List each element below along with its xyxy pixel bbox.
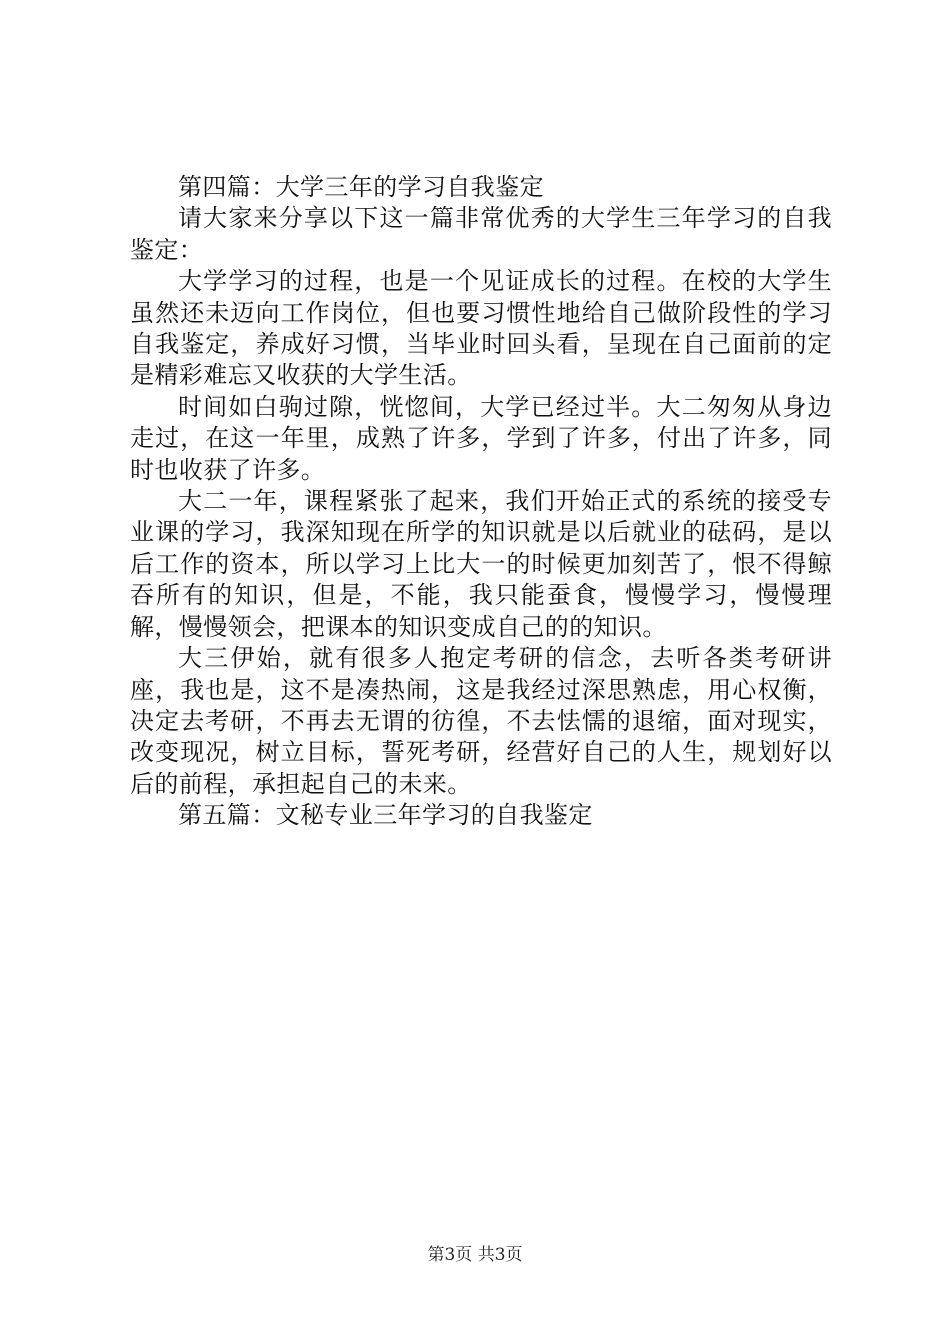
body-paragraph: 大学学习的过程，也是一个见证成长的过程。在校的大学生虽然还未迈向工作岗位，但也要习惯性地给自己做阶段性的学习自我鉴定，养成好习惯，当毕业时回头看，呈现在自己面前的定是精彩难忘又收获的大学生活。 — [130, 267, 832, 390]
body-paragraph: 时间如白驹过隙，恍惚间，大学已经过半。大二匆匆从身边走过，在这一年里，成熟了许多，学到了许多，付出了许多，同时也收获了许多。 — [130, 392, 832, 484]
document-body — [130, 172, 832, 832]
body-paragraph: 大二一年，课程紧张了起来，我们开始正式的系统的接受专业课的学习，我深知现在所学的知识就是以后就业的砝码，是以后工作的资本，所以学习上比大一的时候更加刻苦了，恨不得鲸吞所有的知识，但是，不能，我只能蚕食，慢慢学习，慢慢理解，慢慢领会，把课本的知识变成自己的的知识。 — [130, 487, 832, 641]
intro-paragraph: 请大家来分享以下这一篇非常优秀的大学生三年学习的自我鉴定： — [130, 204, 832, 264]
page-footer: 第3页 共3页 — [427, 1245, 523, 1265]
heading-part-five: 第五篇：文秘专业三年学习的自我鉴定 — [178, 801, 593, 830]
heading-part-four: 第四篇：大学三年的学习自我鉴定 — [178, 173, 544, 201]
body-paragraph: 大三伊始，就有很多人抱定考研的信念，去听各类考研讲座，我也是，这不是凑热闹，这是我经过深思熟虑，用心权衡，决定去考研，不再去无谓的彷徨，不去怯懦的退缩，面对现实，改变现况，树立目标，誓死考研，经营好自己的人生，规划好以后的前程，承担起自己的未来。 — [130, 644, 832, 798]
